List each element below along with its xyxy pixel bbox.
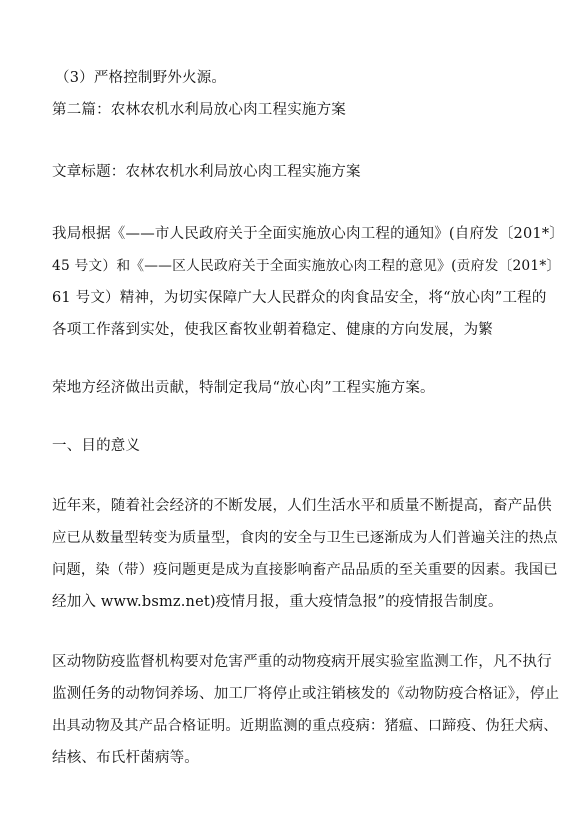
section-heading-part-two: 第二篇：农林农机水利局放心肉工程实施方案 [52, 102, 346, 118]
paragraph-line: 应已从数量型转变为质量型，食肉的安全与卫生已逐渐成为人们普遍关注的热点 [52, 530, 558, 546]
paragraph-line: 经加入 www.bsmz.net)疫情月报，重大疫情急报”的疫情报告制度。 [52, 594, 503, 610]
section-heading-purpose: 一、目的意义 [52, 438, 141, 454]
list-item-fire-control: （3）严格控制野外火源。 [55, 70, 227, 86]
paragraph-line: 45 号文）和《——区人民政府关于全面实施放心肉工程的意见》(贡府发〔201*〕 [52, 258, 561, 274]
paragraph-line: 出具动物及其产品合格证明。近期监测的重点疫病：猪瘟、口蹄疫、伪狂犬病、 [52, 718, 558, 734]
paragraph-line: 区动物防疫监督机构要对危害严重的动物疫病开展实验室监测工作，凡不执行 [52, 654, 552, 670]
paragraph-line: 61 号文）精神，为切实保障广大人民群众的肉食品安全，将“放心肉”工程的 [52, 290, 547, 306]
article-title: 文章标题：农林农机水利局放心肉工程实施方案 [52, 164, 361, 180]
paragraph-line: 各项工作落到实处，使我区畜牧业朝着稳定、健康的方向发展，为繁 [52, 322, 493, 338]
paragraph-line: 我局根据《——市人民政府关于全面实施放心肉工程的通知》(自府发〔201*〕 [52, 226, 564, 242]
paragraph-line: 监测任务的动物饲养场、加工厂将停止或注销核发的《动物防疫合格证》，停止 [52, 686, 560, 702]
paragraph-line: 近年来，随着社会经济的不断发展，人们生活水平和质量不断提高，畜产品供 [52, 498, 552, 514]
paragraph-line: 问题，染（带）疫问题更是成为直接影响畜产品品质的至关重要的因素。我国已 [52, 562, 558, 578]
paragraph-line: 结核、布氏杆菌病等。 [52, 750, 199, 766]
paragraph-line: 荣地方经济做出贡献，特制定我局“放心肉”工程实施方案。 [52, 380, 435, 396]
